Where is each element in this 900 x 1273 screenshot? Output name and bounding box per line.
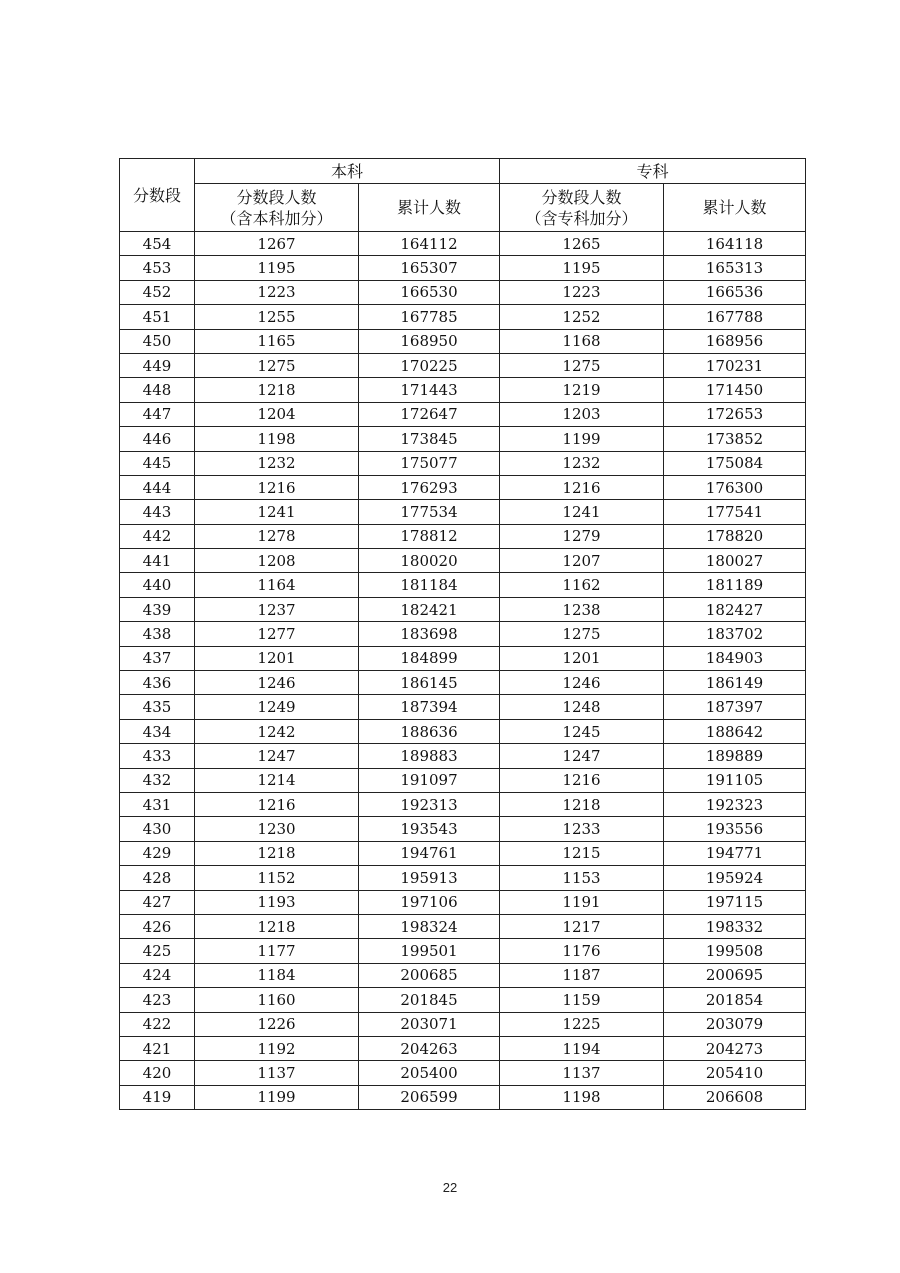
- cell-count-zhuanke: 1219: [500, 378, 664, 402]
- header-count-benke: [195, 184, 359, 232]
- cell-cumulative-zhuanke: 205410: [664, 1061, 806, 1085]
- cell-count-benke: 1199: [195, 1085, 359, 1109]
- table-row: [120, 573, 806, 597]
- cell-count-benke: 1201: [195, 646, 359, 670]
- cell-cumulative-zhuanke: 183702: [664, 622, 806, 646]
- cell-cumulative-benke: 195913: [359, 866, 500, 890]
- cell-count-benke: 1232: [195, 451, 359, 475]
- cell-count-benke: 1237: [195, 597, 359, 621]
- cell-score: 443: [120, 500, 195, 524]
- cell-count-zhuanke: 1187: [500, 963, 664, 987]
- cell-count-benke: 1216: [195, 792, 359, 816]
- cell-score: 431: [120, 792, 195, 816]
- cell-score: 428: [120, 866, 195, 890]
- cell-cumulative-benke: 182421: [359, 597, 500, 621]
- cell-count-benke: 1247: [195, 744, 359, 768]
- cell-score: 423: [120, 988, 195, 1012]
- cell-cumulative-benke: 172647: [359, 402, 500, 426]
- cell-count-zhuanke: 1207: [500, 549, 664, 573]
- cell-score: 435: [120, 695, 195, 719]
- header-cumulative-zhuanke: 累计人数: [664, 184, 806, 232]
- cell-cumulative-benke: 166530: [359, 280, 500, 304]
- table-row: [120, 305, 806, 329]
- cell-score: 427: [120, 890, 195, 914]
- cell-count-benke: 1193: [195, 890, 359, 914]
- table-row: [120, 549, 806, 573]
- cell-count-zhuanke: 1279: [500, 524, 664, 548]
- cell-cumulative-zhuanke: 170231: [664, 353, 806, 377]
- cell-count-zhuanke: 1194: [500, 1036, 664, 1060]
- table-row: [120, 646, 806, 670]
- cell-cumulative-benke: 186145: [359, 671, 500, 695]
- table-row: [120, 378, 806, 402]
- cell-cumulative-zhuanke: 164118: [664, 232, 806, 256]
- table-row: [120, 719, 806, 743]
- cell-count-zhuanke: 1176: [500, 939, 664, 963]
- cell-cumulative-zhuanke: 188642: [664, 719, 806, 743]
- cell-cumulative-benke: 194761: [359, 841, 500, 865]
- cell-cumulative-zhuanke: 166536: [664, 280, 806, 304]
- table-row: [120, 475, 806, 499]
- cell-count-benke: 1216: [195, 475, 359, 499]
- page-number: 22: [442, 1180, 458, 1195]
- table-row: [120, 841, 806, 865]
- cell-count-benke: 1184: [195, 963, 359, 987]
- cell-cumulative-zhuanke: 200695: [664, 963, 806, 987]
- cell-score: 425: [120, 939, 195, 963]
- cell-cumulative-zhuanke: 177541: [664, 500, 806, 524]
- cell-cumulative-zhuanke: 168956: [664, 329, 806, 353]
- cell-count-zhuanke: 1195: [500, 256, 664, 280]
- cell-score: 440: [120, 573, 195, 597]
- cell-count-benke: 1249: [195, 695, 359, 719]
- cell-cumulative-benke: 184899: [359, 646, 500, 670]
- cell-cumulative-benke: 165307: [359, 256, 500, 280]
- table-row: [120, 914, 806, 938]
- cell-score: 433: [120, 744, 195, 768]
- cell-count-zhuanke: 1252: [500, 305, 664, 329]
- table-row: [120, 939, 806, 963]
- cell-count-benke: 1177: [195, 939, 359, 963]
- cell-count-zhuanke: 1217: [500, 914, 664, 938]
- cell-cumulative-zhuanke: 172653: [664, 402, 806, 426]
- cell-count-benke: 1214: [195, 768, 359, 792]
- table-row: [120, 671, 806, 695]
- cell-score: 446: [120, 427, 195, 451]
- table-row: [120, 1036, 806, 1060]
- cell-count-zhuanke: 1232: [500, 451, 664, 475]
- table-row: [120, 744, 806, 768]
- cell-score: 420: [120, 1061, 195, 1085]
- header-count-benke-line2: （含本科加分）: [220, 208, 333, 228]
- cell-count-benke: 1192: [195, 1036, 359, 1060]
- cell-cumulative-benke: 171443: [359, 378, 500, 402]
- cell-count-zhuanke: 1275: [500, 622, 664, 646]
- cell-count-benke: 1208: [195, 549, 359, 573]
- cell-cumulative-zhuanke: 182427: [664, 597, 806, 621]
- cell-score: 442: [120, 524, 195, 548]
- cell-count-zhuanke: 1199: [500, 427, 664, 451]
- cell-cumulative-benke: 181184: [359, 573, 500, 597]
- cell-score: 444: [120, 475, 195, 499]
- cell-count-benke: 1198: [195, 427, 359, 451]
- cell-score: 438: [120, 622, 195, 646]
- cell-cumulative-zhuanke: 171450: [664, 378, 806, 402]
- cell-count-zhuanke: 1246: [500, 671, 664, 695]
- table-row: [120, 353, 806, 377]
- table-row: [120, 792, 806, 816]
- cell-cumulative-benke: 183698: [359, 622, 500, 646]
- cell-cumulative-zhuanke: 175084: [664, 451, 806, 475]
- cell-cumulative-zhuanke: 165313: [664, 256, 806, 280]
- table-row: [120, 963, 806, 987]
- cell-count-zhuanke: 1203: [500, 402, 664, 426]
- cell-cumulative-zhuanke: 197115: [664, 890, 806, 914]
- cell-count-benke: 1218: [195, 841, 359, 865]
- cell-count-zhuanke: 1168: [500, 329, 664, 353]
- cell-count-zhuanke: 1238: [500, 597, 664, 621]
- cell-cumulative-benke: 170225: [359, 353, 500, 377]
- cell-score: 421: [120, 1036, 195, 1060]
- cell-count-zhuanke: 1153: [500, 866, 664, 890]
- cell-count-zhuanke: 1198: [500, 1085, 664, 1109]
- cell-count-zhuanke: 1162: [500, 573, 664, 597]
- cell-cumulative-benke: 175077: [359, 451, 500, 475]
- cell-cumulative-benke: 200685: [359, 963, 500, 987]
- table-row: [120, 232, 806, 256]
- table-row: [120, 402, 806, 426]
- cell-cumulative-zhuanke: 193556: [664, 817, 806, 841]
- header-count-zhuanke: [500, 184, 664, 232]
- cell-score: 429: [120, 841, 195, 865]
- cell-score: 447: [120, 402, 195, 426]
- cell-cumulative-zhuanke: 187397: [664, 695, 806, 719]
- cell-cumulative-benke: 203071: [359, 1012, 500, 1036]
- table-row: [120, 256, 806, 280]
- cell-count-zhuanke: 1265: [500, 232, 664, 256]
- header-score-range: 分数段: [120, 159, 195, 232]
- cell-cumulative-benke: 176293: [359, 475, 500, 499]
- cell-cumulative-benke: 180020: [359, 549, 500, 573]
- cell-cumulative-zhuanke: 195924: [664, 866, 806, 890]
- cell-cumulative-benke: 167785: [359, 305, 500, 329]
- cell-count-benke: 1277: [195, 622, 359, 646]
- cell-cumulative-zhuanke: 180027: [664, 549, 806, 573]
- cell-count-zhuanke: 1247: [500, 744, 664, 768]
- cell-score: 448: [120, 378, 195, 402]
- cell-cumulative-zhuanke: 173852: [664, 427, 806, 451]
- cell-cumulative-zhuanke: 186149: [664, 671, 806, 695]
- cell-cumulative-benke: 204263: [359, 1036, 500, 1060]
- cell-cumulative-zhuanke: 194771: [664, 841, 806, 865]
- table-row: [120, 817, 806, 841]
- cell-cumulative-benke: 189883: [359, 744, 500, 768]
- cell-score: 439: [120, 597, 195, 621]
- cell-cumulative-benke: 201845: [359, 988, 500, 1012]
- cell-count-zhuanke: 1241: [500, 500, 664, 524]
- cell-count-benke: 1195: [195, 256, 359, 280]
- cell-count-benke: 1230: [195, 817, 359, 841]
- table-row: [120, 866, 806, 890]
- table-row: [120, 622, 806, 646]
- cell-cumulative-zhuanke: 167788: [664, 305, 806, 329]
- cell-score: 424: [120, 963, 195, 987]
- table-row: [120, 280, 806, 304]
- table-row: [120, 890, 806, 914]
- cell-count-benke: 1223: [195, 280, 359, 304]
- cell-cumulative-benke: 173845: [359, 427, 500, 451]
- cell-cumulative-zhuanke: 203079: [664, 1012, 806, 1036]
- cell-count-benke: 1165: [195, 329, 359, 353]
- cell-cumulative-zhuanke: 191105: [664, 768, 806, 792]
- cell-cumulative-benke: 168950: [359, 329, 500, 353]
- cell-count-zhuanke: 1137: [500, 1061, 664, 1085]
- table-row: [120, 427, 806, 451]
- cell-count-benke: 1242: [195, 719, 359, 743]
- cell-cumulative-benke: 177534: [359, 500, 500, 524]
- table-row: [120, 1085, 806, 1109]
- cell-count-zhuanke: 1191: [500, 890, 664, 914]
- table-row: [120, 329, 806, 353]
- cell-count-zhuanke: 1225: [500, 1012, 664, 1036]
- cell-cumulative-zhuanke: 178820: [664, 524, 806, 548]
- header-group-benke: 本科: [195, 159, 500, 184]
- cell-score: 426: [120, 914, 195, 938]
- cell-cumulative-zhuanke: 199508: [664, 939, 806, 963]
- cell-score: 449: [120, 353, 195, 377]
- table-row: [120, 524, 806, 548]
- cell-count-benke: 1275: [195, 353, 359, 377]
- cell-count-benke: 1218: [195, 914, 359, 938]
- cell-cumulative-zhuanke: 181189: [664, 573, 806, 597]
- cell-cumulative-zhuanke: 189889: [664, 744, 806, 768]
- cell-score: 452: [120, 280, 195, 304]
- cell-count-zhuanke: 1159: [500, 988, 664, 1012]
- cell-score: 432: [120, 768, 195, 792]
- cell-cumulative-benke: 193543: [359, 817, 500, 841]
- cell-count-zhuanke: 1248: [500, 695, 664, 719]
- cell-count-zhuanke: 1216: [500, 475, 664, 499]
- cell-cumulative-zhuanke: 206608: [664, 1085, 806, 1109]
- cell-score: 419: [120, 1085, 195, 1109]
- cell-count-zhuanke: 1275: [500, 353, 664, 377]
- cell-cumulative-zhuanke: 184903: [664, 646, 806, 670]
- table-row: [120, 597, 806, 621]
- table-row: [120, 1061, 806, 1085]
- cell-cumulative-benke: 197106: [359, 890, 500, 914]
- table-row: [120, 500, 806, 524]
- cell-cumulative-zhuanke: 204273: [664, 1036, 806, 1060]
- cell-count-zhuanke: 1201: [500, 646, 664, 670]
- cell-score: 430: [120, 817, 195, 841]
- cell-cumulative-benke: 192313: [359, 792, 500, 816]
- cell-count-benke: 1267: [195, 232, 359, 256]
- table-row: [120, 451, 806, 475]
- cell-cumulative-benke: 199501: [359, 939, 500, 963]
- cell-score: 450: [120, 329, 195, 353]
- cell-count-zhuanke: 1215: [500, 841, 664, 865]
- cell-score: 451: [120, 305, 195, 329]
- cell-count-benke: 1226: [195, 1012, 359, 1036]
- cell-cumulative-zhuanke: 201854: [664, 988, 806, 1012]
- cell-count-zhuanke: 1216: [500, 768, 664, 792]
- cell-count-zhuanke: 1245: [500, 719, 664, 743]
- cell-count-benke: 1218: [195, 378, 359, 402]
- cell-count-zhuanke: 1218: [500, 792, 664, 816]
- cell-score: 436: [120, 671, 195, 695]
- cell-count-zhuanke: 1223: [500, 280, 664, 304]
- cell-cumulative-benke: 178812: [359, 524, 500, 548]
- cell-count-zhuanke: 1233: [500, 817, 664, 841]
- table-row: [120, 768, 806, 792]
- cell-cumulative-benke: 187394: [359, 695, 500, 719]
- cell-cumulative-benke: 191097: [359, 768, 500, 792]
- cell-count-benke: 1204: [195, 402, 359, 426]
- header-group-zhuanke: 专科: [500, 159, 806, 184]
- cell-cumulative-benke: 188636: [359, 719, 500, 743]
- cell-count-benke: 1152: [195, 866, 359, 890]
- table-body: [120, 232, 806, 1110]
- cell-score: 422: [120, 1012, 195, 1036]
- cell-count-benke: 1241: [195, 500, 359, 524]
- cell-cumulative-benke: 164112: [359, 232, 500, 256]
- cell-count-benke: 1164: [195, 573, 359, 597]
- cell-score: 437: [120, 646, 195, 670]
- cell-count-benke: 1278: [195, 524, 359, 548]
- cell-count-benke: 1246: [195, 671, 359, 695]
- cell-score: 445: [120, 451, 195, 475]
- cell-count-benke: 1137: [195, 1061, 359, 1085]
- table-row: [120, 695, 806, 719]
- header-cumulative-benke: 累计人数: [359, 184, 500, 232]
- score-distribution-table: [119, 158, 806, 1110]
- cell-score: 434: [120, 719, 195, 743]
- cell-score: 454: [120, 232, 195, 256]
- table-row: [120, 988, 806, 1012]
- cell-cumulative-zhuanke: 198332: [664, 914, 806, 938]
- cell-score: 453: [120, 256, 195, 280]
- cell-cumulative-benke: 205400: [359, 1061, 500, 1085]
- cell-count-benke: 1160: [195, 988, 359, 1012]
- cell-cumulative-benke: 206599: [359, 1085, 500, 1109]
- cell-cumulative-benke: 198324: [359, 914, 500, 938]
- header-count-benke-line1: 分数段人数: [236, 187, 317, 207]
- cell-cumulative-zhuanke: 192323: [664, 792, 806, 816]
- header-count-zhuanke-line2: （含专科加分）: [525, 208, 638, 228]
- table-row: [120, 1012, 806, 1036]
- cell-score: 441: [120, 549, 195, 573]
- cell-count-benke: 1255: [195, 305, 359, 329]
- cell-cumulative-zhuanke: 176300: [664, 475, 806, 499]
- header-count-zhuanke-line1: 分数段人数: [541, 187, 622, 207]
